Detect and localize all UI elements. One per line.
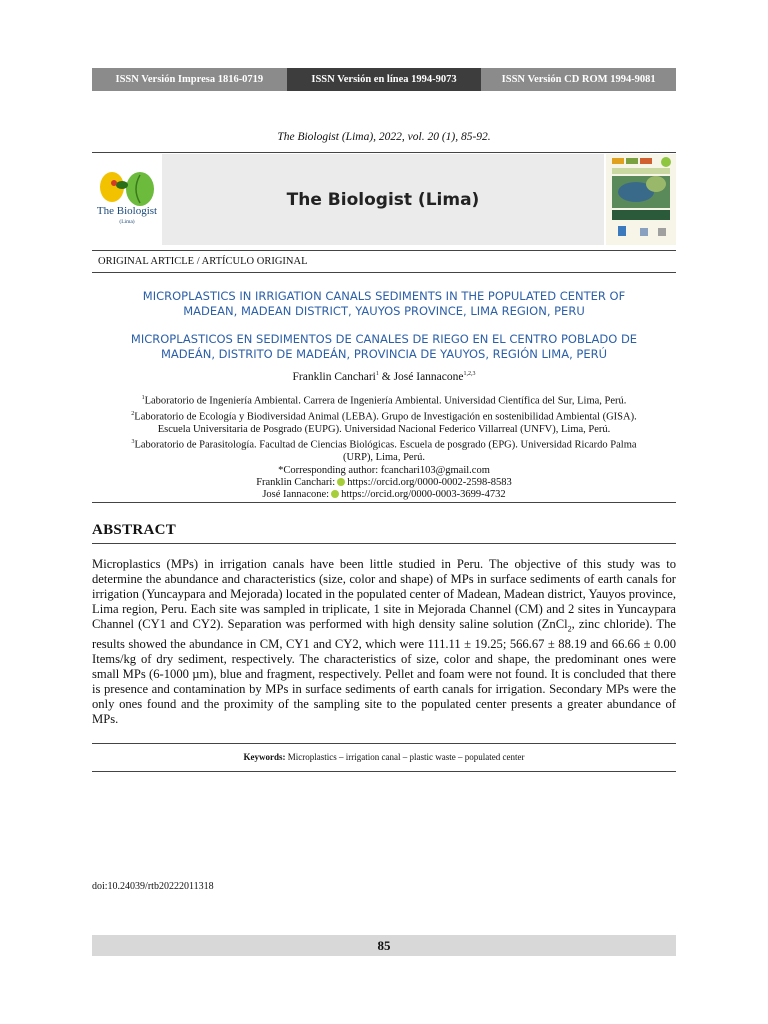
title-english <box>92 289 676 319</box>
page-number: 85 <box>377 937 391 953</box>
affiliation-1 <box>92 392 676 408</box>
abstract-heading: ABSTRACT <box>92 522 177 538</box>
orcid-1-link[interactable]: https://orcid.org/0000-0002-2598-8583 <box>347 476 512 488</box>
authors <box>0 371 768 383</box>
author-1: Franklin Canchari <box>292 371 376 383</box>
affiliation-1-number: 1 <box>141 395 145 401</box>
affiliation-2 <box>92 408 676 424</box>
orcid-line-2 <box>92 489 676 501</box>
affiliation-3-text: Laboratorio de Parasitología. Facultad de Ciencias Biológicas. Escuela de posgrado (EPG). Universidad Ricardo Palma <box>134 439 637 451</box>
article-type: ORIGINAL ARTICLE / ARTÍCULO ORIGINAL <box>98 256 308 267</box>
header-top-rule <box>92 152 676 153</box>
logo-subtext: (Lima) <box>119 219 135 225</box>
page-number-bar <box>92 935 676 956</box>
orcid-icon <box>337 478 345 486</box>
affiliation-3-cont: (URP), Lima, Perú. <box>343 452 425 464</box>
journal-header <box>162 154 604 245</box>
doi[interactable]: doi:10.24039/rtb20222011318 <box>92 881 214 892</box>
orcid-2-label: José Iannacone: <box>262 489 330 501</box>
corresponding-author[interactable]: *Corresponding author: fcanchari103@gmail.com <box>278 464 490 476</box>
journal-logo-icon <box>92 165 162 227</box>
issn-print: ISSN Versión Impresa 1816-0719 <box>92 68 287 91</box>
keywords-text: Microplastics – irrigation canal – plastic waste – populated center <box>285 752 525 762</box>
author-2-affil: 1,2,3 <box>463 371 476 378</box>
article-type-rule <box>92 272 676 273</box>
title-english-line2: MADEAN, MADEAN DISTRICT, YAUYOS PROVINCE, LIMA REGION, PERU <box>183 304 585 318</box>
affiliation-2-cont: Escuela Universitaria de Posgrado (EUPG). Universidad Nacional Federico Villarreal (UNFV), Lima, Perú. <box>157 423 611 435</box>
title-english-line1: MICROPLASTICS IN IRRIGATION CANALS SEDIMENTS IN THE POPULATED CENTER OF <box>142 289 626 303</box>
header-bottom-rule <box>92 250 676 251</box>
affiliation-3 <box>92 436 676 452</box>
keywords <box>0 752 768 762</box>
author-2: José Iannacone <box>393 371 464 383</box>
orcid-2-link[interactable]: https://orcid.org/0000-0003-3699-4732 <box>341 489 506 501</box>
author-1-affil: 1 <box>375 371 379 378</box>
title-spanish-line2: MADEÁN, DISTRITO DE MADEÁN, PROVINCIA DE YAUYOS, REGIÓN LIMA, PERÚ <box>160 347 608 361</box>
abstract-bottom-rule <box>92 743 676 744</box>
affiliation-2-number: 2 <box>131 410 135 417</box>
issn-bar <box>92 68 676 91</box>
keywords-label: Keywords: <box>243 752 286 762</box>
orcid-1-label: Franklin Canchari: <box>256 476 336 488</box>
journal-cover-image <box>606 154 676 245</box>
affiliation-3-number: 3 <box>131 439 135 446</box>
author-connector: & <box>378 371 394 383</box>
title-spanish-line1: MICROPLASTICOS EN SEDIMENTOS DE CANALES DE RIEGO EN EL CENTRO POBLADO DE <box>130 332 638 346</box>
issn-cdrom: ISSN Versión CD ROM 1994-9081 <box>481 68 676 91</box>
affiliation-2-text: Laboratorio de Ecología y Biodiversidad Animal (LEBA). Grupo de Investigación en sostenibilidad Ambiental (GISA). <box>134 411 637 423</box>
orcid-icon <box>331 490 339 498</box>
logo-text: The Biologist <box>96 205 158 217</box>
title-spanish <box>92 332 676 362</box>
affiliations-rule <box>92 502 676 503</box>
abstract-text <box>92 557 676 728</box>
affiliation-1-text: Laboratorio de Ingeniería Ambiental. Carrera de Ingeniería Ambiental. Universidad Científica del Sur, Lima, Perú. <box>144 395 627 407</box>
journal-name: The Biologist (Lima) <box>286 189 480 210</box>
abstract-subscript: 2 <box>567 624 572 634</box>
abstract-part-2: , zinc chloride). The results showed the abundance in CM, CY1 and CY2, which were 111.11 ± 19.25; 566.67 ± 88.19 and 66.66 ± 0.00 Items/kg of dry sediment, respectively. The characteristics of size, color and shape, the predominant ones were small MPs (6-1000 µm), blue and fragment, respectively. Pellet and foam were not found. It is concluded that there is presence and contamination by MPs in surface sediments of earth canals for irrigation. Secondary MPs were the only ones found and the proximity of the sampling site to the populated center presents a greater abundance of MPs. <box>92 617 676 727</box>
citation: The Biologist (Lima), 2022, vol. 20 (1), 85-92. <box>277 131 491 143</box>
issn-online: ISSN Versión en línea 1994-9073 <box>287 68 482 91</box>
affiliations <box>92 392 676 502</box>
abstract-part-1: Microplastics (MPs) in irrigation canals have been little studied in Peru. The objective of this study was to determine the abundance and characteristics (size, color and shape) of MPs in surface sediments of earth canals for irrigation (Yuncaypara and Mejorada) located in the populated center of Madean, Madean district, Yauyos province, Lima region, Peru. Each site was sampled in triplicate, 1 site in Mejorada Channel (CM) and 2 sites in Yuncaypara Channel (CY1 and CY2). Separation was performed with high density saline solution (ZnCl <box>92 557 677 632</box>
orcid-line-1 <box>92 477 676 489</box>
abstract-heading-rule <box>92 543 676 544</box>
keywords-rule <box>92 771 676 772</box>
